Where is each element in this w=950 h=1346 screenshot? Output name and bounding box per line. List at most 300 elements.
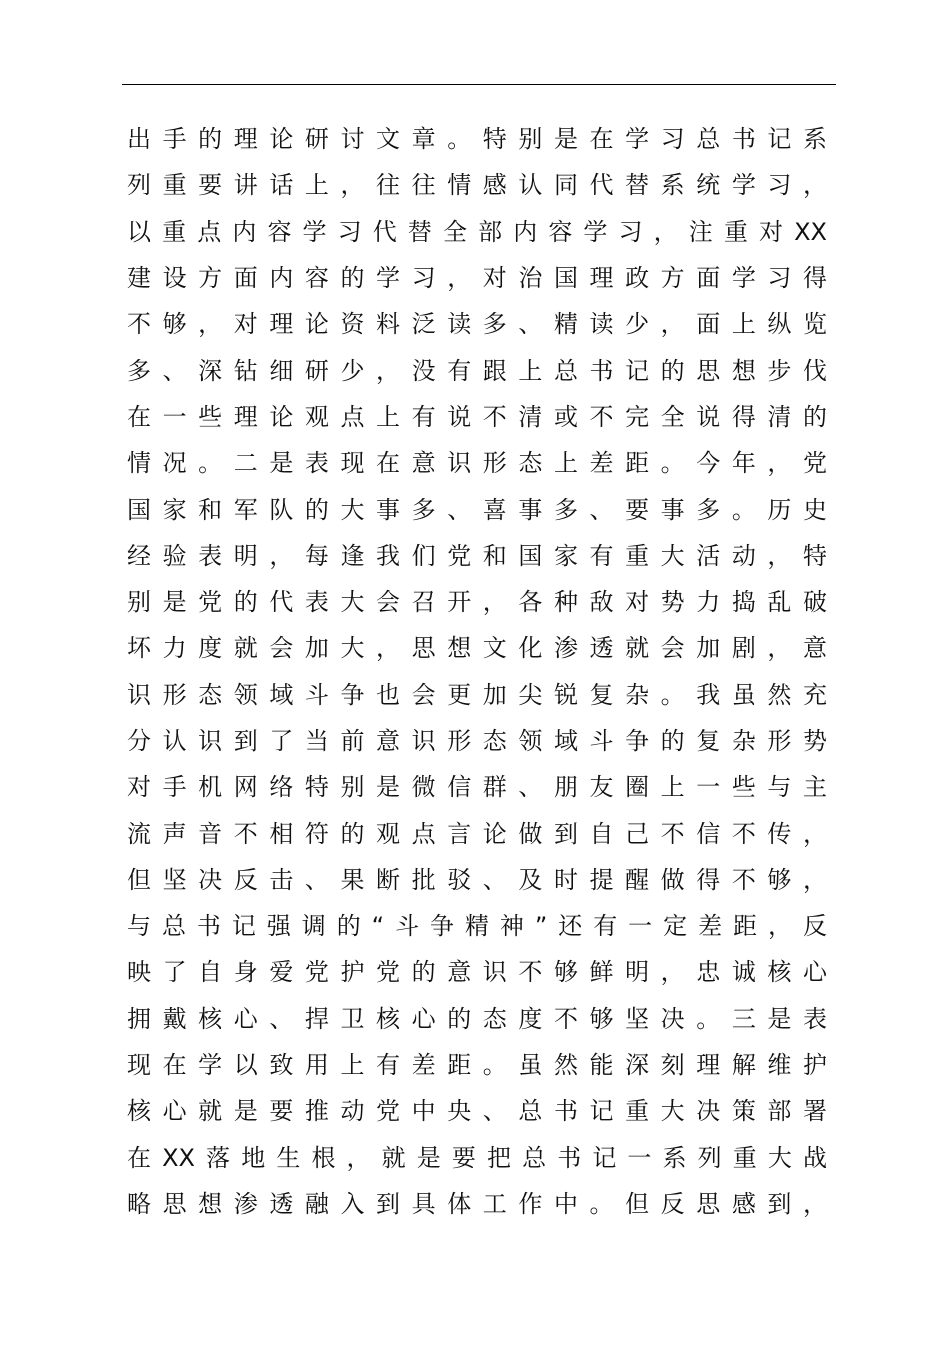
text-char: 入 — [340, 1189, 365, 1218]
text-char: 意 — [802, 634, 827, 663]
text-char: 网 — [233, 773, 258, 802]
text-line — [127, 579, 827, 625]
text-char: 精 — [553, 310, 578, 339]
text-char: 作 — [518, 1189, 543, 1218]
text-char: 流 — [127, 819, 151, 848]
text-char: 学 — [198, 1051, 223, 1080]
text-char: 是 — [269, 449, 294, 478]
text-char: 理 — [233, 402, 258, 431]
text-char: 全 — [660, 402, 685, 431]
text-char: 是 — [162, 588, 187, 617]
text-char: 杂 — [625, 680, 650, 709]
text-char: 感 — [482, 171, 507, 200]
text-char: 况 — [162, 449, 187, 478]
text-char: 解 — [731, 1051, 756, 1080]
text-char: ， — [482, 588, 507, 617]
text-char: 会 — [660, 634, 685, 663]
text-char: 不 — [660, 819, 685, 848]
text-char: ， — [767, 634, 792, 663]
text-char: 纵 — [767, 310, 792, 339]
text-char: 坚 — [162, 865, 187, 894]
text-char: 、 — [589, 495, 614, 524]
text-char: 文 — [376, 125, 401, 154]
text-char: 三 — [731, 1004, 756, 1033]
text-line — [127, 440, 827, 486]
text-line — [127, 255, 827, 301]
text-char: 争 — [340, 680, 365, 709]
text-char: 融 — [304, 1189, 329, 1218]
text-char: 拥 — [127, 1004, 151, 1033]
text-char: 内 — [232, 217, 257, 246]
text-char: 批 — [411, 865, 436, 894]
text-char: 现 — [127, 1051, 151, 1080]
text-char: 调 — [301, 912, 326, 941]
text-char: 往 — [411, 171, 436, 200]
text-char: 党 — [447, 541, 472, 570]
text-char: 工 — [482, 1189, 507, 1218]
text-char: 的 — [336, 912, 361, 941]
text-char: 每 — [304, 541, 329, 570]
text-char: 学 — [625, 125, 650, 154]
text-char: 事 — [518, 495, 543, 524]
text-char: 情 — [447, 171, 472, 200]
text-char: 到 — [767, 1189, 792, 1218]
text-char: 领 — [518, 727, 543, 755]
text-char: 主 — [802, 773, 827, 802]
text-char: 多 — [411, 495, 436, 524]
text-char: 爱 — [269, 958, 294, 987]
text-char: 对 — [625, 588, 650, 617]
text-char: 面 — [696, 264, 721, 293]
text-char: 。 — [696, 1004, 721, 1033]
text-char: 复 — [696, 727, 721, 755]
text-char: 一 — [162, 402, 187, 431]
text-char: 党 — [304, 958, 329, 987]
text-char: 驳 — [447, 865, 472, 894]
text-line — [127, 486, 827, 532]
text-char: 会 — [411, 680, 436, 709]
text-char: 治 — [518, 264, 543, 293]
text-char: 刻 — [660, 1051, 685, 1080]
text-char: 在 — [589, 125, 614, 154]
text-char: 度 — [518, 1004, 543, 1033]
text-char: 锐 — [553, 680, 578, 709]
text-char: 不 — [731, 865, 756, 894]
text-char: 决 — [198, 865, 223, 894]
text-char: 透 — [589, 634, 614, 663]
text-char: 二 — [233, 449, 258, 478]
text-line — [127, 810, 827, 856]
text-char: 读 — [447, 310, 472, 339]
text-char: 络 — [269, 773, 294, 802]
text-char: 习 — [618, 217, 643, 246]
text-char: 落 — [206, 1143, 231, 1172]
text-char: 是 — [233, 1097, 258, 1126]
text-char: 多 — [127, 356, 151, 385]
text-char: 手 — [162, 773, 187, 802]
text-char: 尖 — [518, 680, 543, 709]
text-char: 得 — [696, 865, 721, 894]
text-char: 和 — [198, 495, 223, 524]
text-char: 代 — [372, 217, 397, 246]
text-char: 和 — [482, 541, 507, 570]
text-char: 大 — [340, 495, 365, 524]
text-char: ， — [802, 171, 827, 200]
text-char: 动 — [731, 541, 756, 570]
text-char: 记 — [589, 1097, 614, 1126]
text-char: 复 — [589, 680, 614, 709]
text-char: 对 — [482, 264, 507, 293]
text-char: 领 — [233, 680, 258, 709]
text-char: 不 — [731, 819, 756, 848]
text-char: 不 — [127, 310, 151, 339]
text-char: 特 — [802, 541, 827, 570]
text-char: 就 — [233, 634, 258, 663]
text-char: 对 — [758, 217, 783, 246]
text-char: 有 — [376, 1051, 401, 1080]
text-char: 部 — [478, 217, 503, 246]
text-char: 加 — [482, 680, 507, 709]
text-char: 距 — [447, 1051, 472, 1080]
text-char: 思 — [162, 1189, 187, 1218]
text-char: 果 — [340, 865, 365, 894]
text-char: 、 — [162, 356, 187, 385]
text-char: 国 — [553, 264, 578, 293]
text-char: 在 — [376, 449, 401, 478]
text-char: 重 — [723, 217, 748, 246]
text-char: 表 — [802, 1004, 827, 1033]
text-char: 信 — [447, 773, 472, 802]
text-char: 完 — [625, 402, 650, 431]
text-char: 容 — [548, 217, 573, 246]
text-char: 经 — [127, 541, 151, 570]
text-char: 中 — [553, 1189, 578, 1218]
text-char: 得 — [731, 402, 756, 431]
text-char: 钻 — [233, 356, 258, 385]
text-char: 还 — [558, 912, 583, 941]
text-char: 到 — [553, 819, 578, 848]
text-char: 上 — [376, 402, 401, 431]
text-char: 当 — [304, 727, 329, 755]
text-char: 声 — [162, 819, 187, 848]
text-char: 设 — [162, 264, 187, 293]
text-char: 重 — [162, 171, 187, 200]
text-char: 、 — [482, 865, 507, 894]
text-char: 在 — [127, 402, 151, 431]
text-char: 鲜 — [589, 958, 614, 987]
text-char: 内 — [513, 217, 538, 246]
text-char: 大 — [660, 541, 685, 570]
text-char: 言 — [447, 819, 472, 848]
text-char: 总 — [161, 912, 186, 941]
text-char: 定 — [663, 912, 688, 941]
text-char: 内 — [269, 264, 294, 293]
text-char: 思 — [411, 634, 436, 663]
text-char: 学 — [731, 264, 756, 293]
text-char: 意 — [411, 449, 436, 478]
text-char: 队 — [269, 495, 294, 524]
text-char: 观 — [304, 402, 329, 431]
text-char: 明 — [625, 958, 650, 987]
text-char: 习 — [660, 125, 685, 154]
text-char: 生 — [276, 1143, 301, 1172]
text-char: 验 — [162, 541, 187, 570]
text-char: 学 — [376, 264, 401, 293]
text-char: 够 — [767, 865, 792, 894]
text-char: ， — [767, 449, 792, 478]
text-char: 上 — [660, 773, 685, 802]
text-char: 捣 — [731, 588, 756, 617]
text-char: 乱 — [767, 588, 792, 617]
text-char: 的 — [447, 1004, 472, 1033]
text-char: 到 — [233, 727, 258, 755]
text-char: ， — [340, 171, 365, 200]
text-char: 统 — [696, 171, 721, 200]
text-char: 步 — [767, 356, 792, 385]
text-char: 出 — [127, 125, 151, 154]
text-char: 注 — [688, 217, 713, 246]
text-char: ， — [653, 217, 678, 246]
text-char: 距 — [733, 912, 758, 941]
text-char: 别 — [127, 588, 151, 617]
text-char: 没 — [411, 356, 436, 385]
text-char: 多 — [482, 310, 507, 339]
text-char: 资 — [340, 310, 365, 339]
text-char: 的 — [233, 588, 258, 617]
text-char: 不 — [233, 819, 258, 848]
text-char: 点 — [340, 402, 365, 431]
text-char: 斗 — [589, 727, 614, 755]
text-char: 识 — [127, 680, 151, 709]
text-char: 些 — [731, 773, 756, 802]
text-char: 形 — [482, 449, 507, 478]
text-char: 或 — [553, 402, 578, 431]
text-char: 反 — [802, 912, 827, 941]
text-char: 一 — [696, 773, 721, 802]
text-char: 就 — [198, 1097, 223, 1126]
text-char: 态 — [518, 449, 543, 478]
text-char: 学 — [583, 217, 608, 246]
text-char: 意 — [376, 727, 401, 755]
text-char: 然 — [767, 680, 792, 709]
text-char: 上 — [553, 449, 578, 478]
text-char: 重 — [732, 1143, 757, 1172]
text-char: 、 — [482, 1097, 507, 1126]
text-char: 破 — [802, 588, 827, 617]
text-char: 泛 — [411, 310, 436, 339]
text-char: 重 — [162, 217, 187, 246]
text-char: 。 — [731, 495, 756, 524]
text-char: 手 — [162, 125, 187, 154]
text-char: 维 — [767, 1051, 792, 1080]
text-char: 护 — [802, 1051, 827, 1080]
text-char: 学 — [302, 217, 327, 246]
text-char: 、 — [447, 495, 472, 524]
text-line — [127, 1042, 827, 1088]
text-char: ， — [269, 541, 294, 570]
text-char: 的 — [198, 125, 223, 154]
text-line — [127, 394, 827, 440]
text-char: 识 — [447, 449, 472, 478]
text-line — [127, 949, 827, 995]
text-char: 党 — [198, 588, 223, 617]
text-char: 大 — [767, 1143, 792, 1172]
text-char: 事 — [376, 495, 401, 524]
text-char: 致 — [269, 1051, 294, 1080]
text-char: 。 — [660, 680, 685, 709]
text-char: 卫 — [340, 1004, 365, 1033]
text-char: 差 — [411, 1051, 436, 1080]
text-line — [127, 209, 827, 255]
text-line — [127, 625, 827, 671]
text-char: 坏 — [127, 634, 151, 663]
text-char: 一 — [627, 1143, 652, 1172]
text-char: 具 — [411, 1189, 436, 1218]
text-char: 中 — [411, 1097, 436, 1126]
text-line — [127, 1181, 827, 1227]
text-char: 话 — [269, 171, 294, 200]
text-char: 相 — [269, 819, 294, 848]
text-char: 召 — [411, 588, 436, 617]
text-char: 把 — [486, 1143, 511, 1172]
text-char: 书 — [589, 356, 614, 385]
text-char: 地 — [241, 1143, 266, 1172]
text-char: 记 — [231, 912, 256, 941]
text-char: 度 — [198, 634, 223, 663]
text-char: 论 — [269, 125, 294, 154]
text-char: 理 — [696, 1051, 721, 1080]
text-char: 映 — [127, 958, 151, 987]
text-line — [127, 162, 827, 208]
text-char: 就 — [625, 634, 650, 663]
text-char: 前 — [340, 727, 365, 755]
text-char: 。 — [589, 1189, 614, 1218]
text-char: 身 — [233, 958, 258, 987]
text-char: 争 — [625, 727, 650, 755]
text-char: 坚 — [625, 1004, 650, 1033]
text-char: 有 — [447, 356, 472, 385]
text-char: 斗 — [304, 680, 329, 709]
body-text — [127, 116, 827, 1227]
text-char: 势 — [660, 588, 685, 617]
text-char: 大 — [660, 1097, 685, 1126]
text-char: 上 — [518, 356, 543, 385]
text-char: 习 — [767, 171, 792, 200]
text-char: 不 — [482, 402, 507, 431]
text-char: 认 — [162, 727, 187, 755]
text-char: 要 — [625, 495, 650, 524]
text-char: 己 — [625, 819, 650, 848]
text-char: 自 — [589, 819, 614, 848]
text-char: 书 — [731, 125, 756, 154]
text-char: 清 — [767, 402, 792, 431]
header-rule — [122, 84, 836, 85]
text-char: 研 — [304, 125, 329, 154]
text-char: 做 — [518, 819, 543, 848]
text-char: 虽 — [518, 1051, 543, 1080]
text-char: 论 — [269, 402, 294, 431]
text-char: 记 — [625, 356, 650, 385]
text-char: 群 — [482, 773, 507, 802]
text-char: 有 — [593, 912, 618, 941]
text-char: 决 — [696, 1097, 721, 1126]
text-char: 方 — [660, 264, 685, 293]
text-char: 大 — [340, 588, 365, 617]
text-char: 能 — [589, 1051, 614, 1080]
text-char: 微 — [411, 773, 436, 802]
text-char: 是 — [376, 773, 401, 802]
text-char: 面 — [696, 310, 721, 339]
text-char: 形 — [162, 680, 187, 709]
text-char: 以 — [127, 217, 151, 246]
text-char: 及 — [518, 865, 543, 894]
text-char: 上 — [340, 1051, 365, 1080]
text-char: 略 — [127, 1189, 151, 1218]
text-char: 思 — [696, 1189, 721, 1218]
text-char: 有 — [411, 402, 436, 431]
text-char: 容 — [267, 217, 292, 246]
text-char: 的 — [340, 819, 365, 848]
text-char: 想 — [731, 356, 756, 385]
text-char: 有 — [589, 541, 614, 570]
text-char: 细 — [269, 356, 294, 385]
text-char: 信 — [696, 819, 721, 848]
text-char: 代 — [589, 171, 614, 200]
text-char: 建 — [127, 264, 151, 293]
text-char: 不 — [518, 958, 543, 987]
text-char: 就 — [381, 1143, 406, 1172]
text-char: XX — [162, 1143, 195, 1172]
text-char: 的 — [660, 727, 685, 755]
text-char: 敌 — [589, 588, 614, 617]
text-line — [127, 764, 827, 810]
text-char: 核 — [376, 1004, 401, 1033]
text-char: 党 — [802, 449, 827, 478]
text-char: 根 — [311, 1143, 336, 1172]
text-char: 国 — [518, 541, 543, 570]
text-char: 体 — [447, 1189, 472, 1218]
text-char: 会 — [376, 588, 401, 617]
text-char: ， — [376, 356, 401, 385]
text-char: 览 — [802, 310, 827, 339]
text-char: 是 — [416, 1143, 441, 1172]
text-char: XX — [794, 217, 827, 246]
text-char: ， — [802, 865, 827, 894]
text-char: 少 — [340, 356, 365, 385]
text-char: 以 — [233, 1051, 258, 1080]
text-char: 观 — [376, 819, 401, 848]
text-char: 总 — [522, 1143, 547, 1172]
text-char: 跟 — [482, 356, 507, 385]
text-char: 了 — [162, 958, 187, 987]
text-char: 不 — [553, 1004, 578, 1033]
text-char: 的 — [802, 402, 827, 431]
text-char: 论 — [482, 819, 507, 848]
text-char: 开 — [447, 588, 472, 617]
text-char: 对 — [233, 310, 258, 339]
text-char: 署 — [802, 1097, 827, 1126]
text-char: ， — [767, 912, 792, 941]
text-char: “ — [371, 912, 385, 941]
text-char: 虽 — [731, 680, 756, 709]
text-char: 同 — [553, 171, 578, 200]
text-char: 多 — [553, 495, 578, 524]
text-char: 核 — [198, 1004, 223, 1033]
text-char: 活 — [696, 541, 721, 570]
text-char: 。 — [198, 449, 223, 478]
text-char: 表 — [304, 588, 329, 617]
text-char: 斗 — [395, 912, 420, 941]
